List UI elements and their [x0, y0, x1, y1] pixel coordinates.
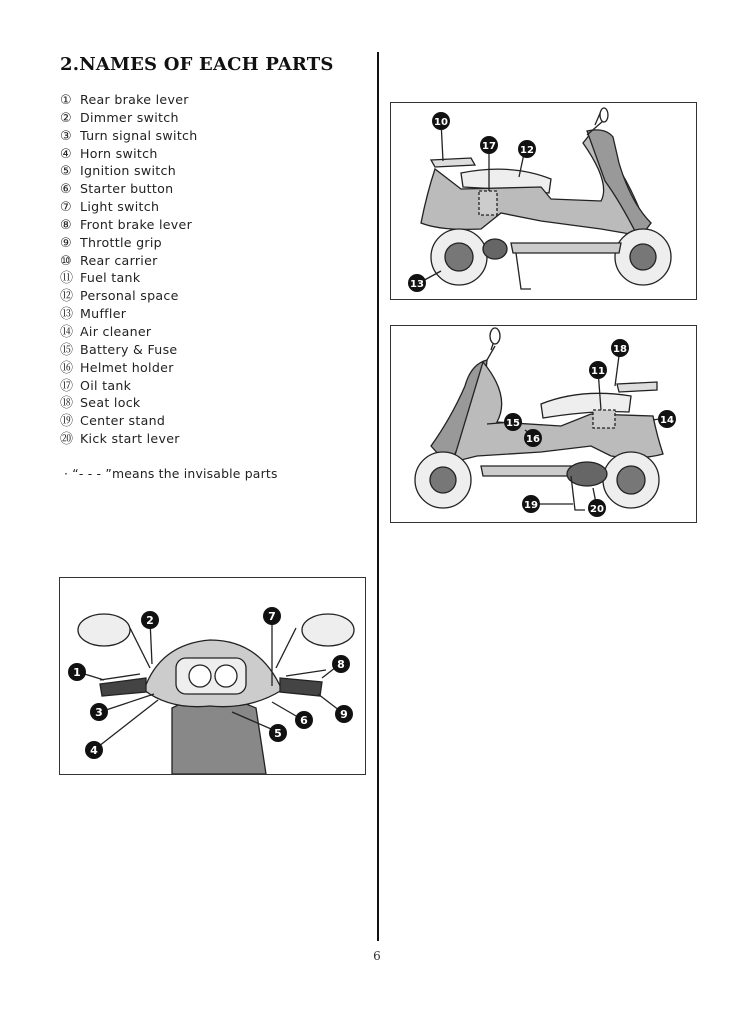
callout-18: 18 [613, 344, 627, 355]
part-number: ⑧ [60, 217, 72, 233]
part-name: Battery & Fuse [80, 341, 178, 357]
part-name: Light switch [80, 199, 160, 215]
callout-13: 13 [410, 279, 424, 290]
part-name: Dimmer switch [80, 109, 179, 125]
list-item [60, 145, 198, 163]
part-number: ⑬ [60, 307, 74, 323]
part-number: ⑮ [60, 342, 74, 358]
callout-4: 4 [90, 744, 98, 757]
figure-left-side-view [390, 325, 697, 523]
hidden-parts-note: · “- - - ”means the invisable parts [64, 466, 278, 481]
part-name: Rear carrier [80, 252, 158, 268]
column-divider [377, 52, 379, 941]
list-item [60, 359, 198, 377]
list-item [60, 323, 198, 341]
part-number: ① [60, 93, 72, 108]
part-name: Horn switch [80, 145, 158, 161]
section-title: 2.NAMES OF EACH PARTS [60, 54, 334, 75]
callout-15: 15 [506, 418, 520, 429]
list-item [60, 412, 198, 430]
part-number: ⑦ [60, 200, 72, 216]
callout-16: 16 [526, 434, 540, 445]
part-number: ⑪ [60, 271, 74, 287]
page-number: 6 [373, 949, 381, 963]
handlebar-illustration [60, 578, 365, 774]
list-item [60, 287, 198, 305]
callout-8: 8 [337, 658, 345, 671]
figure-handlebar-view [59, 577, 366, 775]
list-item [60, 394, 198, 412]
list-item [60, 109, 198, 127]
part-number: ⑫ [60, 289, 74, 305]
scooter-right-side-illustration [391, 103, 696, 299]
callout-3: 3 [95, 706, 103, 719]
part-name: Ignition switch [80, 163, 177, 179]
callout-11: 11 [591, 366, 605, 377]
part-number: ⑰ [60, 378, 74, 394]
figure-right-side-view [390, 102, 697, 300]
part-name: Throttle grip [80, 234, 162, 250]
part-number: ② [60, 110, 72, 126]
callout-12: 12 [520, 145, 534, 156]
part-number: ⑨ [60, 235, 72, 251]
callout-6: 6 [300, 714, 308, 727]
list-item [60, 162, 198, 180]
part-number: ⑤ [60, 164, 72, 180]
part-number: ⑭ [60, 324, 74, 340]
callout-5: 5 [274, 727, 282, 740]
part-number: ⑥ [60, 182, 72, 198]
part-name: Turn signal switch [80, 127, 198, 143]
list-item [60, 180, 198, 198]
part-number: ⑲ [60, 414, 74, 430]
list-item [60, 91, 198, 109]
part-name: Seat lock [80, 395, 141, 411]
list-item [60, 269, 198, 287]
callout-19: 19 [524, 500, 538, 511]
part-number: ⑯ [60, 360, 74, 376]
part-number: ⑩ [60, 253, 72, 269]
list-item [60, 377, 198, 395]
list-item [60, 198, 198, 216]
list-item [60, 252, 198, 270]
list-item [60, 234, 198, 252]
callout-2: 2 [146, 614, 154, 627]
callout-7: 7 [268, 610, 276, 623]
part-name: Center stand [80, 413, 166, 429]
part-name: Front brake lever [80, 216, 193, 232]
list-item [60, 305, 198, 323]
part-name: Oil tank [80, 377, 132, 393]
part-name: Kick start lever [80, 431, 180, 447]
list-item [60, 216, 198, 234]
part-name: Muffler [80, 306, 127, 322]
callout-1: 1 [73, 666, 81, 679]
part-number: ③ [60, 128, 72, 144]
part-name: Fuel tank [80, 270, 141, 286]
part-name: Starter button [80, 181, 174, 197]
list-item [60, 430, 198, 448]
callout-10: 10 [434, 117, 448, 128]
list-item [60, 341, 198, 359]
callout-20: 20 [590, 504, 604, 515]
callout-17: 17 [482, 141, 496, 152]
parts-list [60, 91, 198, 448]
part-number: ⑱ [60, 396, 74, 412]
part-name: Personal space [80, 288, 179, 304]
part-number: ④ [60, 146, 72, 162]
list-item [60, 127, 198, 145]
callout-9: 9 [340, 708, 348, 721]
part-name: Helmet holder [80, 359, 174, 375]
part-name: Rear brake lever [80, 92, 189, 107]
part-number: ⑳ [60, 432, 74, 448]
scooter-left-side-illustration [391, 326, 696, 522]
callout-14: 14 [660, 415, 674, 426]
part-name: Air cleaner [80, 323, 152, 339]
